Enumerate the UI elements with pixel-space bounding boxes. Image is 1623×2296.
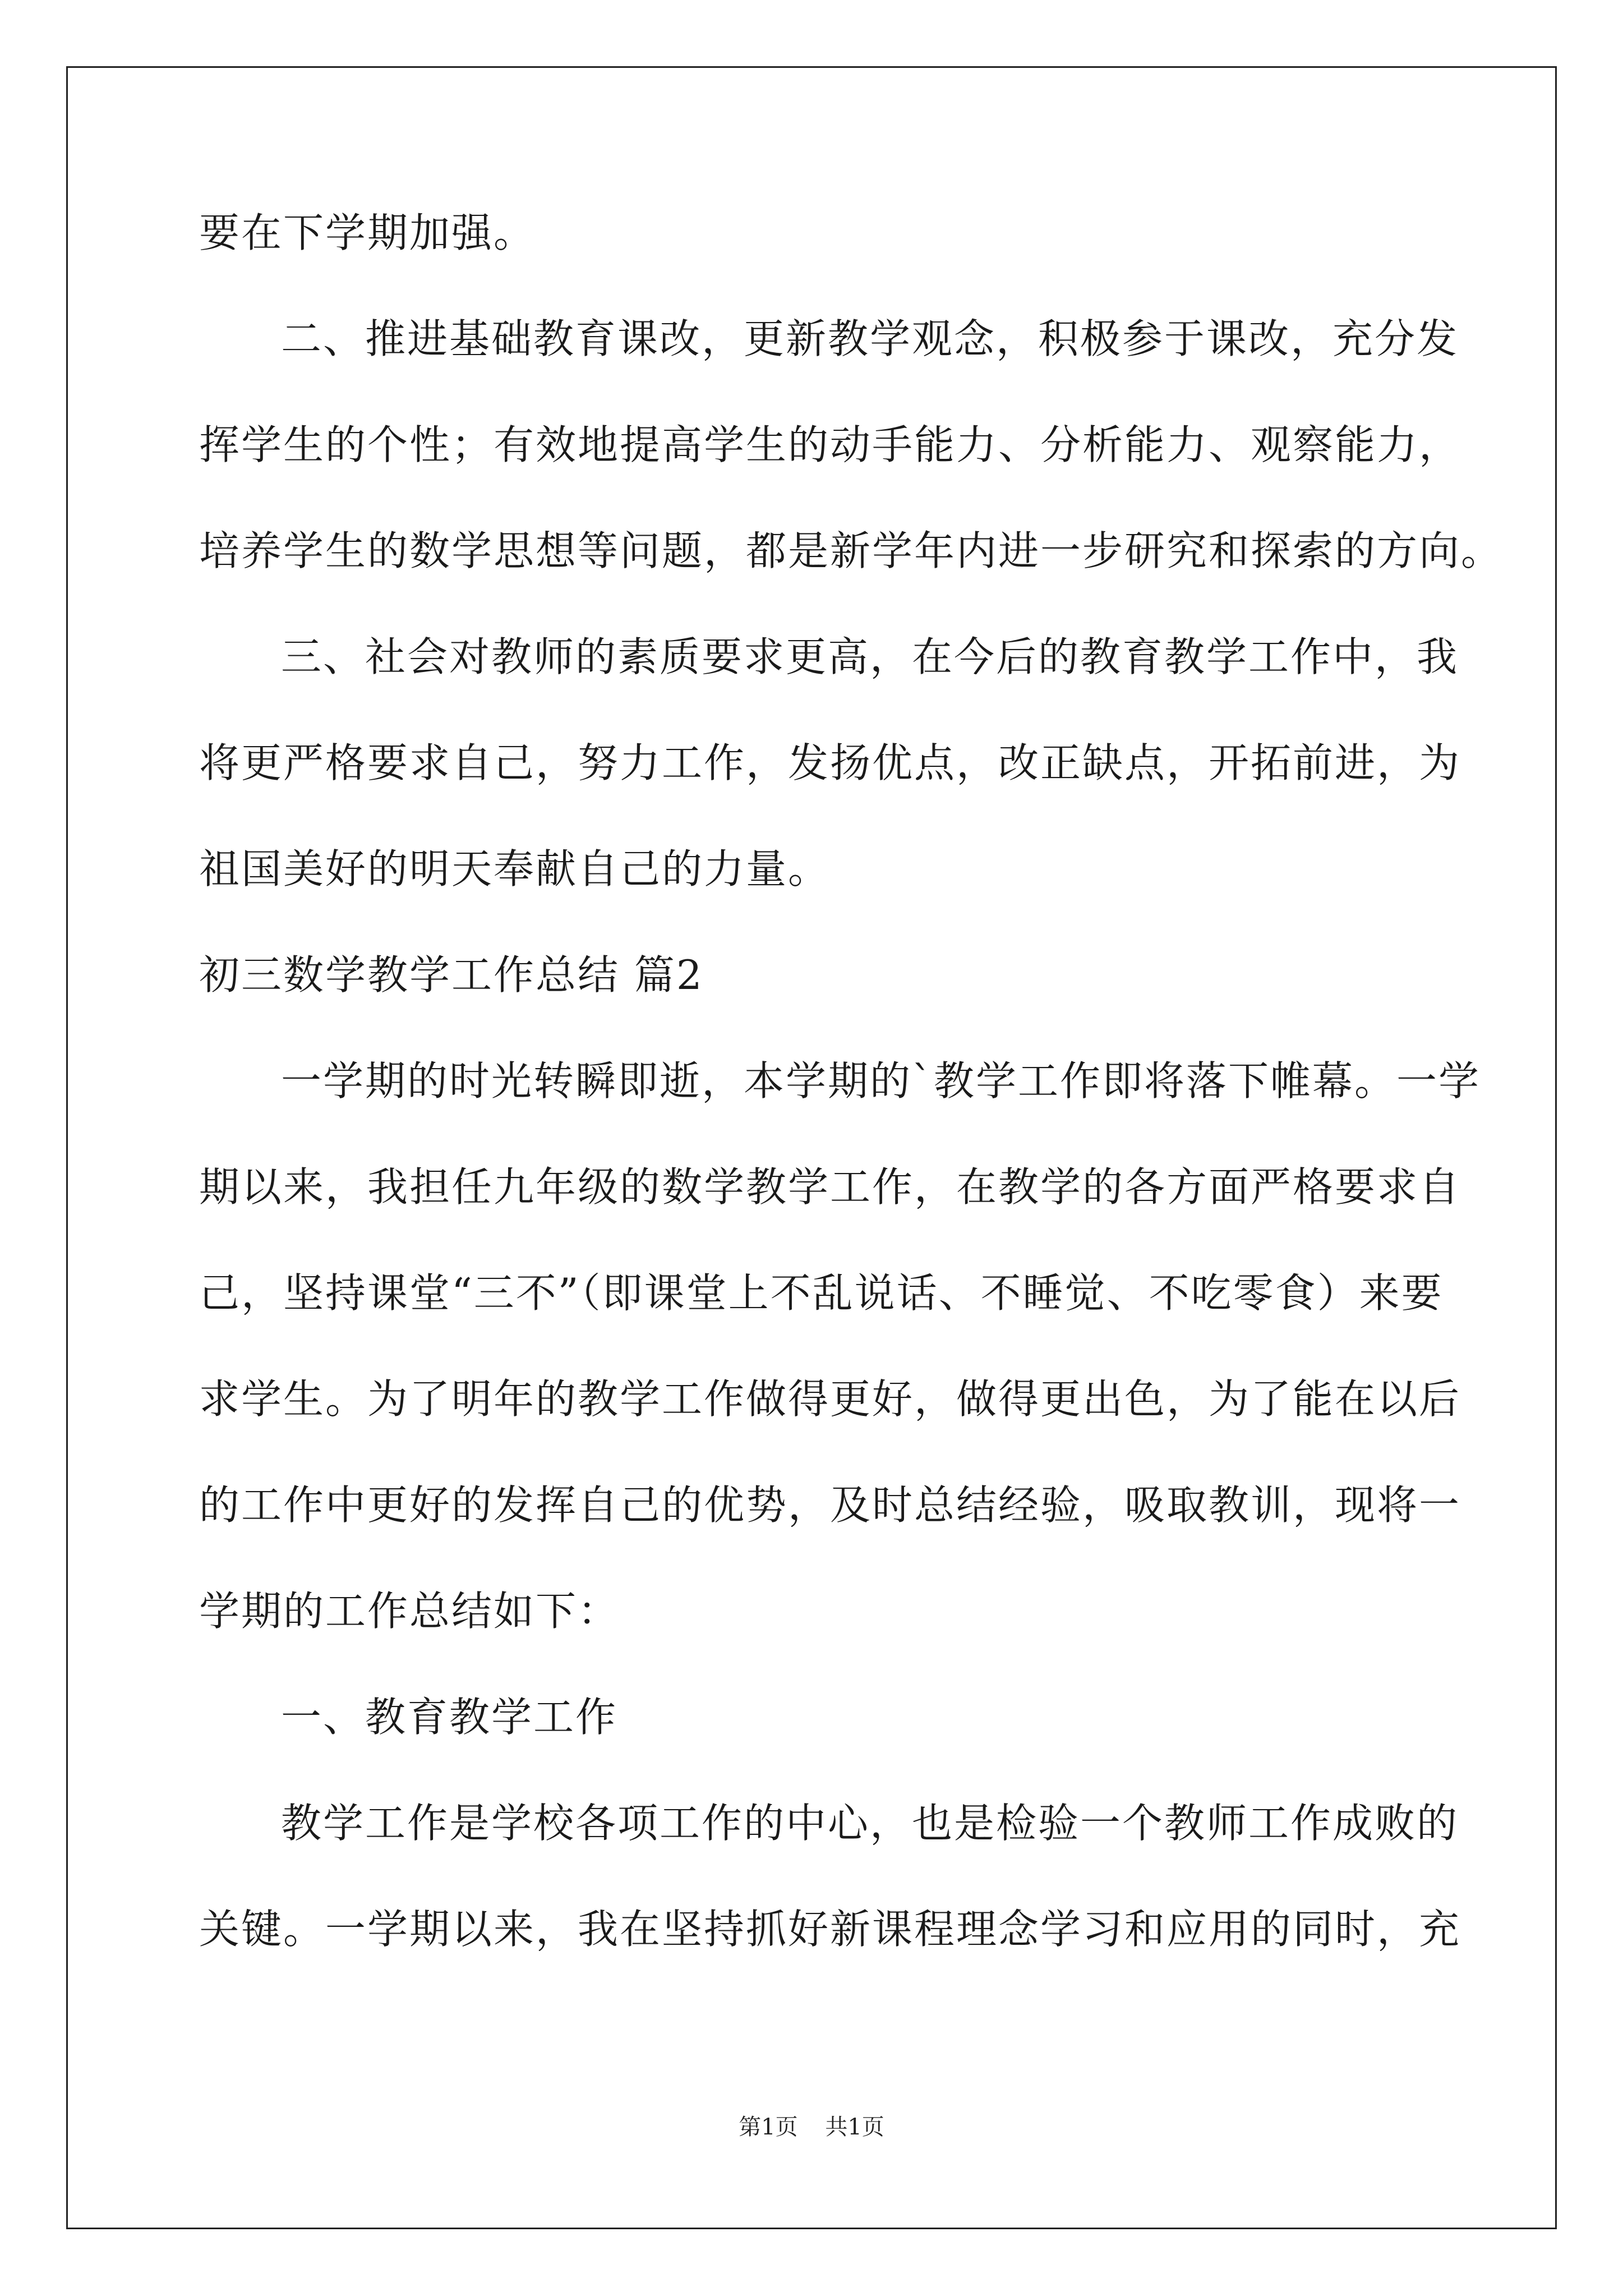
paragraph-line: 一学期的时光转瞬即逝，本学期的`教学工作即将落下帷幕。一学: [281, 1057, 1481, 1105]
paragraph-line: 的工作中更好的发挥自己的优势，及时总结经验，吸取教训，现将一: [199, 1481, 1461, 1529]
paragraph-line: 关键。一学期以来，我在坚持抓好新课程理念学习和应用的同时，充: [199, 1906, 1461, 1953]
paragraph-line: 祖国美好的明天奉献自己的力量。: [199, 845, 831, 892]
paragraph-line: 要在下学期加强。: [199, 209, 536, 256]
paragraph-line: 三、社会对教师的素质要求更高，在今后的教育教学工作中，我: [281, 633, 1459, 680]
paragraph-line: 培养学生的数学思想等问题，都是新学年内进一步研究和探索的方向。: [199, 527, 1504, 574]
subsection-heading: 一、教育教学工作: [281, 1694, 618, 1741]
paragraph-line: 求学生。为了明年的教学工作做得更好，做得更出色，为了能在以后: [199, 1375, 1461, 1423]
section-heading: 初三数学教学工作总结 篇2: [199, 951, 704, 999]
paragraph-line: 二、推进基础教育课改，更新教学观念，积极参于课改，充分发: [281, 315, 1459, 362]
page-footer: [0, 2109, 1623, 2141]
total-page-count: 共1页: [825, 2114, 884, 2140]
document-body: [199, 202, 1504, 2004]
paragraph-line: 学期的工作总结如下：: [199, 1588, 620, 1635]
current-page-number: 第1页: [739, 2114, 798, 2140]
paragraph-line: 己，坚持课堂“三不”（即课堂上不乱说话、不睡觉、不吃零食）来要: [199, 1269, 1444, 1317]
paragraph-line: 期以来，我担任九年级的数学教学工作，在教学的各方面严格要求自: [199, 1163, 1461, 1211]
paragraph-line: 教学工作是学校各项工作的中心，也是检验一个教师工作成败的: [281, 1800, 1459, 1847]
paragraph-line: 将更严格要求自己，努力工作，发扬优点，改正缺点，开拓前进，为: [199, 739, 1461, 786]
paragraph-line: 挥学生的个性；有效地提高学生的动手能力、分析能力、观察能力，: [199, 421, 1461, 468]
